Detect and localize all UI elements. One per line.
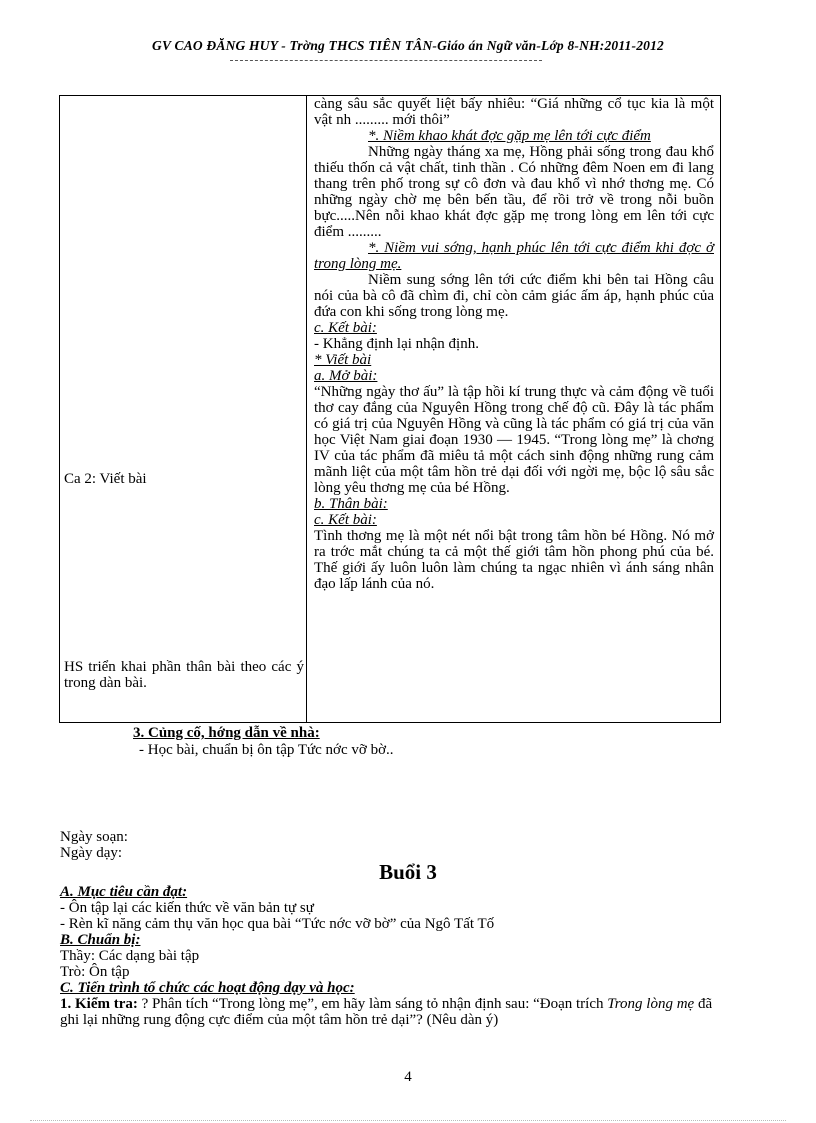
heading-ket-bai-2: c. Kết bài: (314, 512, 377, 528)
paragraph-2: Những ngày tháng xa mẹ, Hồng phải sống trong đau khổ thiếu thốn cả vật chất, tinh thần . Có những đêm Noen em đi lang thang trên phố trong sự cô đơn và đau khổ vì nhớ thơng mẹ. Có những ngày chờ mẹ bên bến tầu, để rồi trở về trong nỗi buồn bực.....Nên nỗi khao khát đợc gặp mẹ trong lòng em lên tới cực điểm ......... (314, 144, 714, 240)
section-c-title: C. Tiến trình tổ chức các hoạt động dạy và học: (60, 980, 355, 996)
heading-viet-bai: * Viết bài (314, 352, 372, 368)
paragraph-4: - Khẳng định lại nhận định. (314, 336, 479, 352)
section-a-item-2: - Rèn kĩ năng cảm thụ văn học qua bài “Tức nớc vỡ bờ” của Ngô Tất Tố (60, 916, 495, 932)
date-soan: Ngày soạn: (60, 829, 128, 845)
paragraph-6: Tình thơng mẹ là một nét nổi bật trong tâm hồn bé Hồng. Nó mở ra trớc mắt chúng ta cả một thế giới tâm hồn phong phú của bé. Thế giới ấy luôn luôn làm chúng ta ngạc nhiên vì ánh sáng nhân đạo lấp lánh của nó. (314, 528, 714, 592)
buoi-title: Buổi 3 (379, 860, 437, 884)
kiem-tra-text-2: đã ghi lại những rung động cực điểm của một tâm hồn trẻ dại”? (Nêu dàn ý) (60, 996, 713, 1028)
heading-ket-bai-1: c. Kết bài: (314, 320, 377, 336)
kiem-tra-label: 1. Kiểm tra: (60, 996, 138, 1012)
heading-than-bai: b. Thân bài: (314, 496, 388, 512)
heading-khao-khat: *. Niềm khao khát đợc gặp mẹ lên tới cực điểm (368, 128, 651, 144)
heading-mo-bai: a. Mở bài: (314, 368, 378, 384)
section-b-title: B. Chuẩn bị: (60, 932, 141, 948)
header-divider (230, 60, 542, 61)
left-cell-hs: HS triển khai phần thân bài theo các ý trong dàn bài. (64, 659, 304, 691)
section-a-item-1: - Ôn tập lại các kiến thức về văn bản tự sự (60, 900, 314, 916)
kiem-tra-text-1: ? Phân tích “Trong lòng mẹ”, em hãy làm sáng tỏ nhận định sau: “Đoạn trích (137, 996, 608, 1012)
section-a-title: A. Mục tiêu cần đạt: (60, 884, 188, 900)
heading-vui-song: *. Niềm vui sớng, hạnh phúc lên tới cực điểm khi đợc ở trong lòng mẹ. (314, 240, 714, 272)
paragraph-3: Niềm sung sớng lên tới cức điểm khi bên tai Hồng câu nói của bà cô đã chìm đi, chỉ còn cảm giác ấm áp, hạnh phúc của đứa con khi sống trong lòng mẹ. (314, 272, 714, 320)
section-b-thay: Thầy: Các dạng bài tập (60, 948, 200, 964)
page-number: 4 (404, 1069, 412, 1085)
left-cell-ca2: Ca 2: Viết bài (64, 471, 147, 487)
kiem-tra (60, 996, 720, 1028)
page-header: GV CAO ĐĂNG HUY - Trờng THCS TIÊN TÂN-Giáo án Ngữ văn-Lớp 8-NH:2011-2012 (152, 38, 664, 53)
paragraph-5: “Những ngày thơ ấu” là tập hồi kí trung thực và cảm động về tuổi thơ cay đắng của Nguyên Hồng trong chế độ cũ. Đây là tác phẩm có giá trị của Nguyên Hồng và cũng là tác phẩm có giá trị của văn học Việt Nam giai đoạn 1930 — 1945. “Trong lòng mẹ” là chơng IV của tác phẩm đã miêu tả một cách sinh động những rung cảm mãnh liệt của một tâm hồn trẻ dại đối với ngời mẹ, bộc lộ sâu sắc lòng yêu thơng mẹ của bé Hồng. (314, 384, 714, 496)
footer-divider (30, 1120, 786, 1121)
right-cell-content (314, 96, 714, 592)
kiem-tra-italic: Trong lòng mẹ (607, 996, 695, 1012)
paragraph-1: càng sâu sắc quyết liệt bấy nhiêu: “Giá những cổ tục kia là một vật nh ......... mới thôi” (314, 96, 714, 128)
section-3 (133, 725, 394, 759)
section-b-tro: Trò: Ôn tập (60, 964, 130, 980)
date-day: Ngày dạy: (60, 845, 123, 861)
section-3-title: 3. Củng cố, hớng dẫn về nhà: (133, 725, 320, 741)
table-column-divider (306, 96, 307, 722)
section-a (60, 884, 720, 1028)
section-3-line: - Học bài, chuẩn bị ôn tập Tức nớc vỡ bờ.. (139, 742, 394, 758)
